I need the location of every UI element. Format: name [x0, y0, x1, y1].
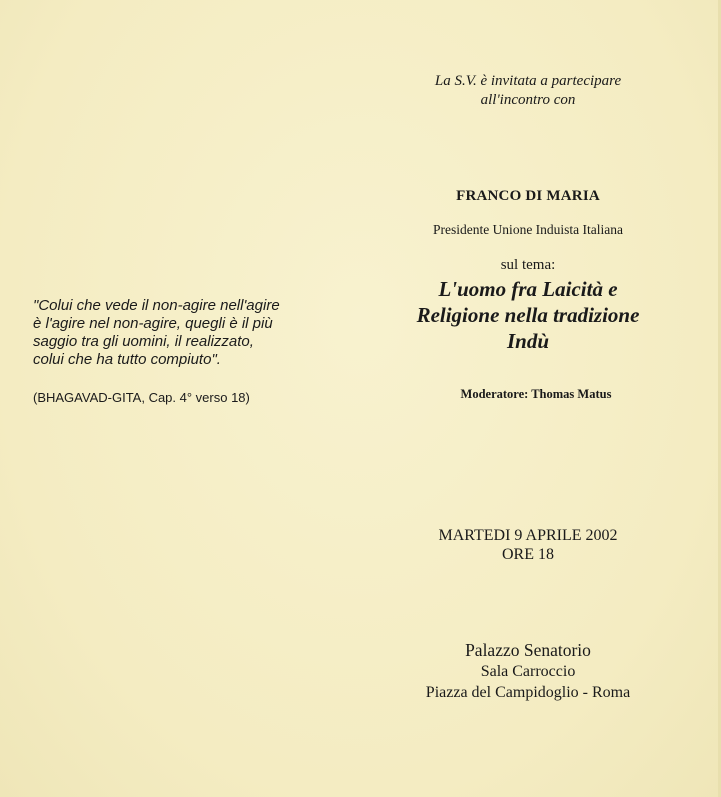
- quote-line: è l'agire nel non-agire, quegli è il più: [33, 315, 273, 332]
- venue: [360, 639, 696, 703]
- quote-line: saggio tra gli uomini, il realizzato,: [33, 333, 254, 350]
- topic-title-line: Indù: [506, 329, 550, 353]
- venue-name: Palazzo Senatorio: [465, 640, 591, 660]
- event-datetime: [360, 526, 696, 564]
- topic-title-line: L'uomo fra Laicità e: [438, 277, 618, 301]
- speaker-name: FRANCO DI MARIA: [456, 188, 600, 204]
- speaker-role: Presidente Unione Induista Italiana: [432, 222, 624, 237]
- topic-intro: sul tema:: [500, 257, 556, 273]
- venue-room: Sala Carroccio: [480, 663, 576, 680]
- topic-title-line: Religione nella tradizione: [416, 303, 640, 327]
- invitation-text: [360, 72, 696, 110]
- quote-citation: (BHAGAVAD-GITA, Cap. 4° verso 18): [33, 390, 250, 405]
- topic-title: [360, 276, 696, 354]
- invitation-line-1: La S.V. è invitata a partecipare: [434, 73, 622, 89]
- quote-line: "Colui che vede il non-agire nell'agire: [33, 297, 280, 314]
- event-time: ORE 18: [502, 546, 554, 563]
- invitation-line-2: all'incontro con: [480, 92, 576, 108]
- venue-address: Piazza del Campidoglio - Roma: [425, 684, 631, 701]
- moderator: Moderatore: Thomas Matus: [460, 387, 612, 401]
- quote-line: colui che ha tutto compiuto".: [33, 351, 221, 368]
- quote-block: [33, 297, 323, 369]
- event-date: MARTEDI 9 APRILE 2002: [438, 527, 618, 544]
